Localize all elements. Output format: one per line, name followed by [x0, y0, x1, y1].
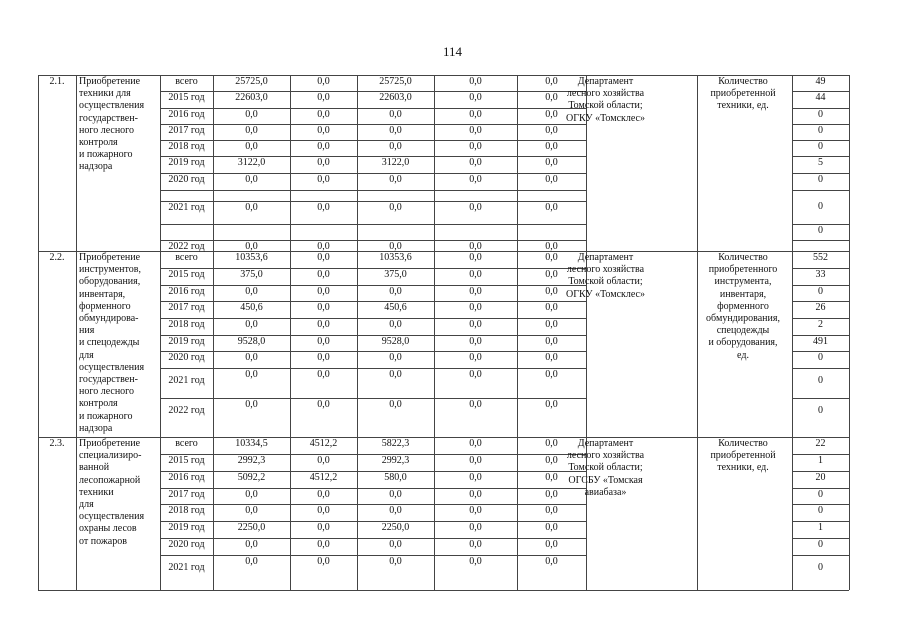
value-cell: 0,0 [545, 252, 558, 263]
value-cell: 3122,0 [381, 157, 410, 168]
value-cell: 0,0 [545, 92, 558, 103]
total-value: 9528,0 [237, 336, 266, 347]
value-cell: 0,0 [545, 174, 558, 185]
value-cell: 0,0 [469, 252, 482, 263]
value-cell: 0,0 [469, 352, 482, 363]
indicator-name-line: Количество [718, 438, 768, 449]
activity-name [79, 76, 160, 174]
activity-name-line: и пожарного [79, 149, 133, 161]
value-cell: 0,0 [469, 556, 482, 567]
value-cell: 2992,3 [381, 455, 410, 466]
executor-line: Департамент [577, 438, 634, 449]
year-label: 2020 год [168, 174, 205, 185]
year-label: 2017 год [168, 125, 205, 136]
activity-name-line: надзора [79, 161, 113, 173]
value-cell: 0,0 [317, 269, 330, 280]
value-cell: 4512,2 [309, 438, 338, 449]
value-cell: 0,0 [469, 505, 482, 516]
year-label: 2017 год [168, 302, 205, 313]
indicator-value: 0 [818, 225, 823, 236]
year-label: 2015 год [168, 269, 205, 280]
grid-line [792, 190, 849, 191]
year-label: 2021 год [168, 202, 205, 213]
indicator-value: 44 [815, 92, 826, 103]
value-cell: 0,0 [317, 76, 330, 87]
year-label: 2022 год [168, 241, 205, 252]
indicator-value: 1 [818, 522, 823, 533]
executor-line: лесного хозяйства [566, 88, 645, 100]
value-cell: 10353,6 [379, 252, 412, 263]
activity-name-line: инструментов, [79, 264, 141, 276]
value-cell: 0,0 [317, 399, 330, 410]
indicator-value: 552 [813, 252, 828, 263]
value-cell: 0,0 [469, 319, 482, 330]
indicator-value: 0 [818, 489, 823, 500]
indicator-name-line: Количество [718, 76, 768, 87]
executor-line: Томской области; [568, 100, 643, 112]
value-cell: 0,0 [469, 202, 482, 213]
executor-line: Департамент [577, 252, 634, 263]
indicator-value: 0 [818, 352, 823, 363]
total-value: 22603,0 [235, 92, 268, 103]
executor-line: ОГКУ «Томсклес» [566, 112, 645, 124]
year-label: 2020 год [168, 539, 205, 550]
activity-name-line: техники для [79, 88, 131, 100]
activity-name-line: надзора [79, 422, 113, 434]
indicator-name-line: техники, ед. [717, 100, 769, 112]
year-label: 2019 год [168, 522, 205, 533]
grid-line [160, 224, 586, 225]
grid-line [792, 555, 849, 556]
total-value: 0,0 [245, 319, 258, 330]
total-value: 0,0 [245, 109, 258, 120]
activity-name-line: Приобретение [79, 76, 141, 87]
value-cell: 5822,3 [381, 438, 410, 449]
value-cell: 0,0 [317, 336, 330, 347]
activity-name-line: для [79, 349, 94, 361]
executor-line: Томской области; [568, 462, 643, 474]
value-cell: 0,0 [317, 202, 330, 213]
value-cell: 0,0 [389, 352, 402, 363]
value-cell: 0,0 [317, 369, 330, 380]
value-cell: 0,0 [389, 202, 402, 213]
indicator-value: 0 [818, 286, 823, 297]
indicator-name-line: форменного [717, 300, 769, 312]
value-cell: 0,0 [469, 399, 482, 410]
value-cell: 0,0 [317, 174, 330, 185]
year-label: 2021 год [168, 375, 205, 386]
activity-name-line: и пожарного [79, 410, 133, 422]
indicator-name-line: техники, ед. [717, 462, 769, 474]
year-label: 2016 год [168, 109, 205, 120]
value-cell: 0,0 [317, 109, 330, 120]
indicator-value: 0 [818, 562, 823, 573]
year-label: 2019 год [168, 336, 205, 347]
activity-name-line: и спецодежды [79, 337, 140, 349]
value-cell: 0,0 [545, 539, 558, 550]
value-cell: 0,0 [545, 455, 558, 466]
total-value: 10334,5 [235, 438, 268, 449]
total-value: 3122,0 [237, 157, 266, 168]
indicator-value: 0 [818, 141, 823, 152]
indicator-name-line: ед. [737, 349, 749, 361]
activity-name-line: лесопожарной [79, 474, 141, 486]
indicator-name-line: и оборудования, [708, 337, 778, 349]
year-label: всего [175, 76, 198, 87]
value-cell: 0,0 [469, 472, 482, 483]
total-value: 0,0 [245, 505, 258, 516]
value-cell: 0,0 [317, 141, 330, 152]
year-label: 2021 год [168, 562, 205, 573]
indicator-name [697, 252, 789, 362]
value-cell: 0,0 [469, 286, 482, 297]
value-cell: 0,0 [317, 455, 330, 466]
value-cell: 0,0 [545, 125, 558, 136]
value-cell: 0,0 [545, 438, 558, 449]
value-cell: 0,0 [389, 241, 402, 252]
indicator-value: 20 [815, 472, 826, 483]
total-value: 0,0 [245, 174, 258, 185]
value-cell: 0,0 [545, 302, 558, 313]
value-cell: 0,0 [317, 505, 330, 516]
indicator-value: 0 [818, 109, 823, 120]
total-value: 0,0 [245, 125, 258, 136]
value-cell: 0,0 [317, 319, 330, 330]
indicator-value: 0 [818, 405, 823, 416]
value-cell: 0,0 [469, 438, 482, 449]
indicator-name [697, 76, 789, 113]
value-cell: 0,0 [389, 125, 402, 136]
value-cell: 0,0 [545, 336, 558, 347]
year-label: всего [175, 252, 198, 263]
value-cell: 0,0 [389, 141, 402, 152]
activity-name-line: государствен- [79, 374, 138, 386]
activity-name-line: форменного [79, 300, 131, 312]
value-cell: 0,0 [545, 472, 558, 483]
value-cell: 0,0 [389, 556, 402, 567]
value-cell: 22603,0 [379, 92, 412, 103]
value-cell: 0,0 [469, 241, 482, 252]
executor-line: лесного хозяйства [566, 450, 645, 462]
value-cell: 0,0 [469, 522, 482, 533]
activity-name-line: охраны лесов [79, 523, 137, 535]
value-cell: 0,0 [545, 202, 558, 213]
indicator-value: 33 [815, 269, 826, 280]
grid-line [38, 590, 849, 591]
value-cell: 0,0 [469, 336, 482, 347]
activity-name-line: контроля [79, 137, 118, 149]
year-label: всего [175, 438, 198, 449]
indicator-value: 22 [815, 438, 826, 449]
value-cell: 0,0 [469, 141, 482, 152]
activity-name-line: оборудования, [79, 276, 141, 288]
executor-line: Томской области; [568, 276, 643, 288]
value-cell: 0,0 [389, 489, 402, 500]
value-cell: 580,0 [384, 472, 407, 483]
value-cell: 0,0 [389, 399, 402, 410]
total-value: 2992,3 [237, 455, 266, 466]
indicator-value: 5 [818, 157, 823, 168]
value-cell: 450,6 [384, 302, 407, 313]
indicator-value: 0 [818, 505, 823, 516]
total-value: 0,0 [245, 241, 258, 252]
indicator-value: 0 [818, 174, 823, 185]
executor-line: ОГКУ «Томсклес» [566, 288, 645, 300]
year-label: 2019 год [168, 157, 205, 168]
value-cell: 4512,2 [309, 472, 338, 483]
activity-name-line: техники [79, 486, 114, 498]
indicator-value: 2 [818, 319, 823, 330]
value-cell: 0,0 [389, 109, 402, 120]
value-cell: 0,0 [469, 269, 482, 280]
value-cell: 2250,0 [381, 522, 410, 533]
activity-name-line: обмундирова- [79, 313, 139, 325]
value-cell: 375,0 [384, 269, 407, 280]
activity-name-line: от пожаров [79, 535, 127, 547]
activity-name [79, 438, 160, 548]
total-value: 25725,0 [235, 76, 268, 87]
activity-name-line: ного лесного [79, 386, 135, 398]
indicator-value: 0 [818, 375, 823, 386]
value-cell: 0,0 [469, 302, 482, 313]
item-number: 2.2. [49, 252, 65, 263]
indicator-value: 0 [818, 125, 823, 136]
grid-line [160, 190, 586, 191]
activity-name [79, 252, 160, 435]
value-cell: 9528,0 [381, 336, 410, 347]
grid-line [792, 368, 849, 369]
value-cell: 0,0 [317, 286, 330, 297]
indicator-value: 26 [815, 302, 826, 313]
value-cell: 0,0 [469, 539, 482, 550]
value-cell: 0,0 [545, 369, 558, 380]
value-cell: 0,0 [545, 269, 558, 280]
indicator-name-line: спецодежды [716, 325, 770, 337]
total-value: 0,0 [245, 539, 258, 550]
total-value: 375,0 [240, 269, 263, 280]
value-cell: 0,0 [317, 125, 330, 136]
value-cell: 0,0 [545, 157, 558, 168]
value-cell: 0,0 [389, 174, 402, 185]
total-value: 0,0 [245, 489, 258, 500]
total-value: 2250,0 [237, 522, 266, 533]
value-cell: 0,0 [317, 539, 330, 550]
year-label: 2022 год [168, 405, 205, 416]
indicator-name-line: Количество [718, 252, 768, 263]
year-label: 2016 год [168, 286, 205, 297]
year-label: 2020 год [168, 352, 205, 363]
value-cell: 0,0 [389, 505, 402, 516]
value-cell: 0,0 [545, 522, 558, 533]
activity-name-line: ванной [79, 462, 110, 474]
total-value: 0,0 [245, 141, 258, 152]
total-value: 0,0 [245, 202, 258, 213]
activity-name-line: Приобретение [79, 438, 141, 449]
value-cell: 0,0 [317, 522, 330, 533]
value-cell: 0,0 [317, 489, 330, 500]
activity-name-line: специализиро- [79, 450, 142, 462]
activity-name-line: ния [79, 325, 95, 337]
indicator-value: 49 [815, 76, 826, 87]
year-label: 2016 год [168, 472, 205, 483]
activity-name-line: инвентаря, [79, 288, 126, 300]
executor-line: ОГСБУ «Томская [568, 474, 643, 486]
year-label: 2018 год [168, 141, 205, 152]
value-cell: 0,0 [545, 109, 558, 120]
indicator-value: 0 [818, 539, 823, 550]
indicator-value: 491 [813, 336, 828, 347]
value-cell: 0,0 [469, 455, 482, 466]
executor-line: Департамент [577, 76, 634, 87]
activity-name-line: контроля [79, 398, 118, 410]
value-cell: 0,0 [545, 141, 558, 152]
activity-name-line: осуществления [79, 511, 145, 523]
total-value: 5092,2 [237, 472, 266, 483]
activity-name-line: государствен- [79, 112, 138, 124]
total-value: 0,0 [245, 556, 258, 567]
activity-name-line: осуществления [79, 100, 145, 112]
value-cell: 0,0 [545, 489, 558, 500]
year-label: 2018 год [168, 505, 205, 516]
indicator-name-line: приобретенной [710, 450, 776, 462]
program-activities-table [38, 75, 849, 590]
grid-line [76, 75, 77, 590]
value-cell: 0,0 [389, 539, 402, 550]
value-cell: 0,0 [469, 174, 482, 185]
page-number: 114 [442, 44, 463, 59]
indicator-name-line: приобретенной [710, 88, 776, 100]
value-cell: 0,0 [545, 399, 558, 410]
value-cell: 0,0 [545, 76, 558, 87]
value-cell: 0,0 [469, 92, 482, 103]
value-cell: 0,0 [469, 76, 482, 87]
value-cell: 0,0 [317, 556, 330, 567]
value-cell: 0,0 [469, 489, 482, 500]
total-value: 0,0 [245, 286, 258, 297]
total-value: 0,0 [245, 399, 258, 410]
year-label: 2018 год [168, 319, 205, 330]
value-cell: 0,0 [317, 92, 330, 103]
indicator-name-line: инструмента, [714, 276, 772, 288]
year-label: 2015 год [168, 455, 205, 466]
activity-name-line: для [79, 499, 94, 511]
indicator-name-line: инвентаря, [719, 288, 767, 300]
value-cell: 0,0 [545, 556, 558, 567]
total-value: 10353,6 [235, 252, 268, 263]
activity-name-line: ного лесного [79, 124, 135, 136]
value-cell: 0,0 [469, 157, 482, 168]
grid-line [849, 75, 850, 590]
indicator-name [697, 438, 789, 475]
indicator-name-line: приобретенного [708, 264, 778, 276]
value-cell: 25725,0 [379, 76, 412, 87]
year-label: 2017 год [168, 489, 205, 500]
executor-line: авиабаза» [584, 486, 627, 498]
value-cell: 0,0 [317, 302, 330, 313]
activity-name-line: Приобретение [79, 252, 141, 263]
value-cell: 0,0 [545, 352, 558, 363]
grid-line [38, 75, 39, 590]
item-number: 2.1. [49, 76, 65, 87]
value-cell: 0,0 [389, 286, 402, 297]
value-cell: 0,0 [389, 369, 402, 380]
value-cell: 0,0 [317, 352, 330, 363]
total-value: 0,0 [245, 369, 258, 380]
value-cell: 0,0 [317, 241, 330, 252]
value-cell: 0,0 [545, 286, 558, 297]
value-cell: 0,0 [389, 319, 402, 330]
total-value: 0,0 [245, 352, 258, 363]
executor-line: лесного хозяйства [566, 264, 645, 276]
value-cell: 0,0 [545, 505, 558, 516]
grid-line [586, 75, 587, 590]
value-cell: 0,0 [545, 319, 558, 330]
item-number: 2.3. [49, 438, 65, 449]
indicator-value: 0 [818, 201, 823, 212]
grid-line [792, 398, 849, 399]
value-cell: 0,0 [317, 252, 330, 263]
value-cell: 0,0 [469, 109, 482, 120]
indicator-name-line: обмундирования, [706, 313, 780, 325]
activity-name-line: осуществления [79, 361, 145, 373]
year-label: 2015 год [168, 92, 205, 103]
value-cell: 0,0 [469, 369, 482, 380]
value-cell: 0,0 [469, 125, 482, 136]
indicator-value: 1 [818, 455, 823, 466]
value-cell: 0,0 [545, 241, 558, 252]
grid-line [792, 240, 849, 241]
value-cell: 0,0 [317, 157, 330, 168]
total-value: 450,6 [240, 302, 263, 313]
